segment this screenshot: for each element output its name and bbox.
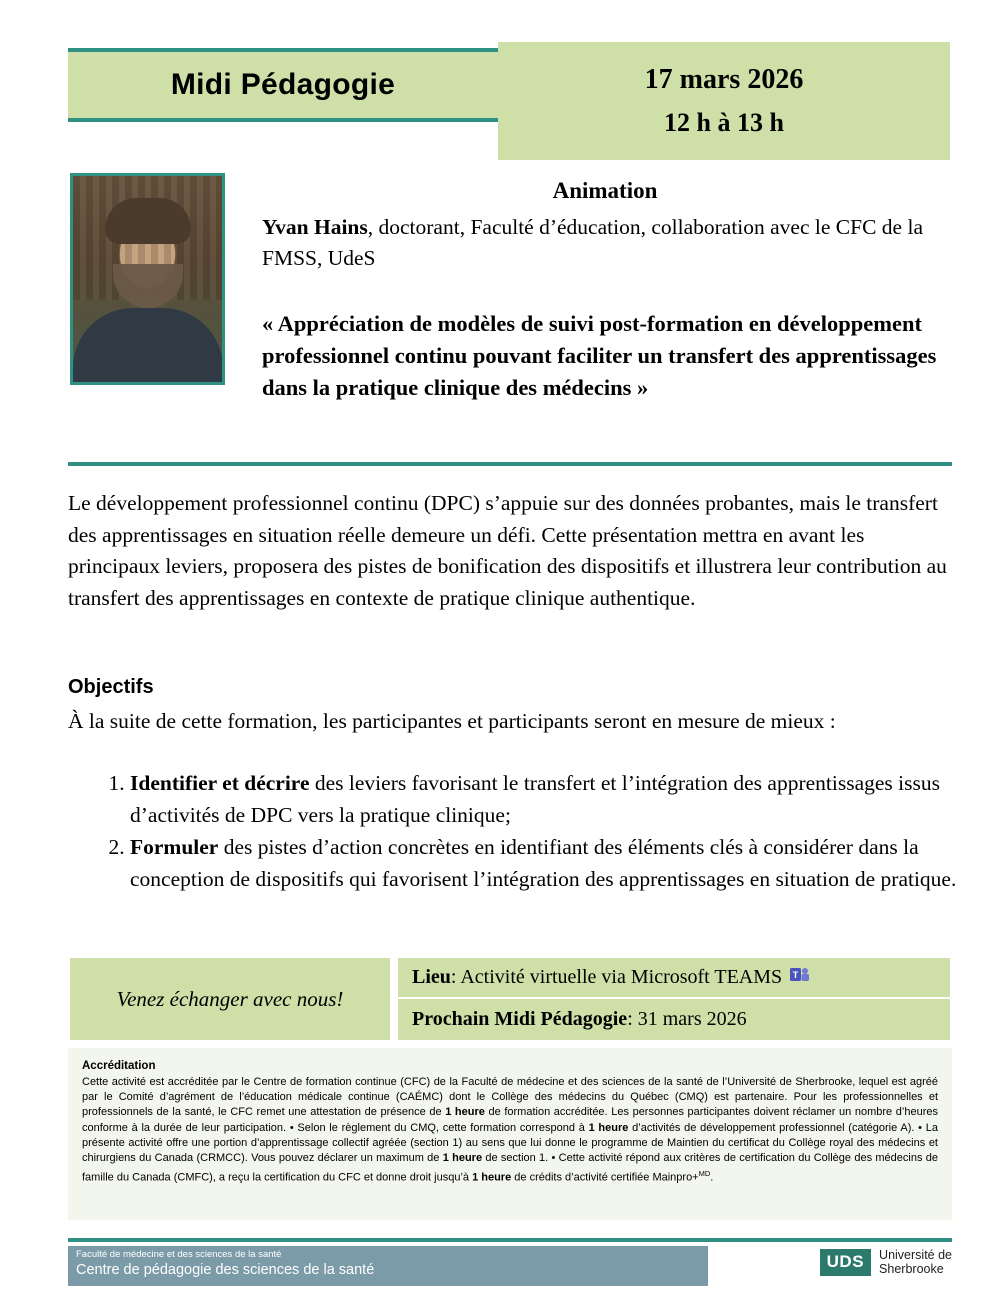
location-row xyxy=(398,958,950,999)
list-item xyxy=(130,832,1000,895)
event-info-box xyxy=(398,958,950,1040)
svg-text:T: T xyxy=(792,969,799,980)
uds-logo-mark: UDS xyxy=(820,1249,871,1276)
teams-icon xyxy=(790,966,810,990)
portrait-photo xyxy=(73,176,222,382)
footer-centre: Centre de pédagogie des sciences de la santé xyxy=(76,1262,375,1278)
objective-1-text: des leviers favorisant le transfert et l’intégration des apprentissages issus d’activités de DPC vers la pratique clinique; xyxy=(130,771,940,827)
event-date: 17 mars 2026 xyxy=(644,64,804,95)
intro-paragraph: Le développement professionnel continu (DPC) s’appuie sur des données probantes, mais le transfert des apprentissages en situation réelle demeure un défi. Cette présentation mettra en avant les principaux leviers, proposera des pistes de bonification des dispositifs et illustrera leur contribution au transfert des apprentissages en contexte de pratique clinique authentique. xyxy=(68,491,947,610)
accreditation-title: Accréditation xyxy=(82,1060,156,1072)
event-datetime-box xyxy=(498,42,950,160)
objective-1-bold: Identifier et décrire xyxy=(130,771,310,795)
avatar xyxy=(70,173,225,385)
accreditation-text: Cette activité est accréditée par le Centre de formation continue (CFC) de la Faculté de médecine et des sciences de la santé de l’Université de Sherbrooke, lequel est agréé par le Comité d’agrément de l’éducation médicale continue (CAÉMC) dont le Collège des médecins du Québec (CMQ) est partenaire. Pour les professionnelles et professionnels de la santé, le CFC remet une attestation de présence de 1 heure de formation accréditée. Les personnes participantes doivent réclamer un nombre d’heures conforme à la durée de leur participation. • Selon le règlement du CMQ, cette formation correspond à 1 heure d’activités de développement professionnel (catégorie A). • La présente activité offre une portion d’apprentissage collectif agréée (section 1) au sens que lui donne le programme de Maintien du certificat du Collège royal des médecins et chirurgiens du Canada (CRMCC). Vous pouvez déclarer un maximum de 1 heure de section 1. • Cette activité répond aux critères de certification du Collège des médecins de famille du Canada (CMFC), a reçu la certification du CFC et donne droit jusqu’à 1 heure de crédits d’activité certifiée Mainpro+$^{MD}$. xyxy=(82,1076,938,1184)
speaker-affiliation: , doctorant, Faculté d’éducation, collaboration avec le CFC de la FMSS, UdeS xyxy=(262,215,923,270)
speaker-credit xyxy=(262,212,952,274)
footer-faculty: Faculté de médecine et des sciences de la santé xyxy=(76,1249,282,1260)
objectives-lead: À la suite de cette formation, les participantes et participants seront en mesure de mieux : xyxy=(68,709,836,733)
accreditation-block xyxy=(68,1048,952,1220)
hair-shape xyxy=(105,198,191,244)
next-session-row xyxy=(398,999,950,1040)
objective-2-bold: Formuler xyxy=(130,835,219,859)
talk-title: « Appréciation de modèles de suivi post-formation en développement professionnel continu pouvant faciliter un transfert des apprentissages dans la pratique clinique des médecins » xyxy=(262,311,937,400)
list-item xyxy=(130,768,1000,831)
uds-logo-line1: Université de xyxy=(879,1248,952,1262)
speaker-name: Yvan Hains xyxy=(262,215,368,239)
location-value: : Activité virtuelle via Microsoft TEAMS xyxy=(450,966,783,988)
page-title: Midi Pédagogie xyxy=(170,68,396,101)
footer-banner xyxy=(68,1246,708,1286)
uds-logo-text xyxy=(879,1248,952,1276)
next-session-label: Prochain Midi Pédagogie xyxy=(412,1008,628,1030)
objective-2-text: des pistes d’action concrètes en identifiant des éléments clés à considérer dans la conception de dispositifs qui favorisent l’intégration des apprentissages en situation de pratique. xyxy=(130,835,957,891)
objectives-heading: Objectifs xyxy=(68,676,154,698)
uds-logo xyxy=(820,1248,952,1276)
uds-logo-line2: Sherbrooke xyxy=(879,1262,944,1276)
animation-heading: Animation xyxy=(552,178,658,203)
event-time: 12 h à 13 h xyxy=(664,108,784,137)
objectives-list xyxy=(68,768,1000,896)
poster-header xyxy=(0,0,1000,168)
speaker-section xyxy=(0,168,1000,468)
shirt-shape xyxy=(73,308,223,382)
invitation-box: Venez échanger avec nous! xyxy=(70,958,390,1040)
beard-shape xyxy=(113,264,183,308)
location-label: Lieu xyxy=(412,966,451,988)
divider-bottom xyxy=(68,1238,952,1242)
divider-top xyxy=(68,462,952,466)
next-session-value: : 31 mars 2026 xyxy=(627,1008,747,1030)
